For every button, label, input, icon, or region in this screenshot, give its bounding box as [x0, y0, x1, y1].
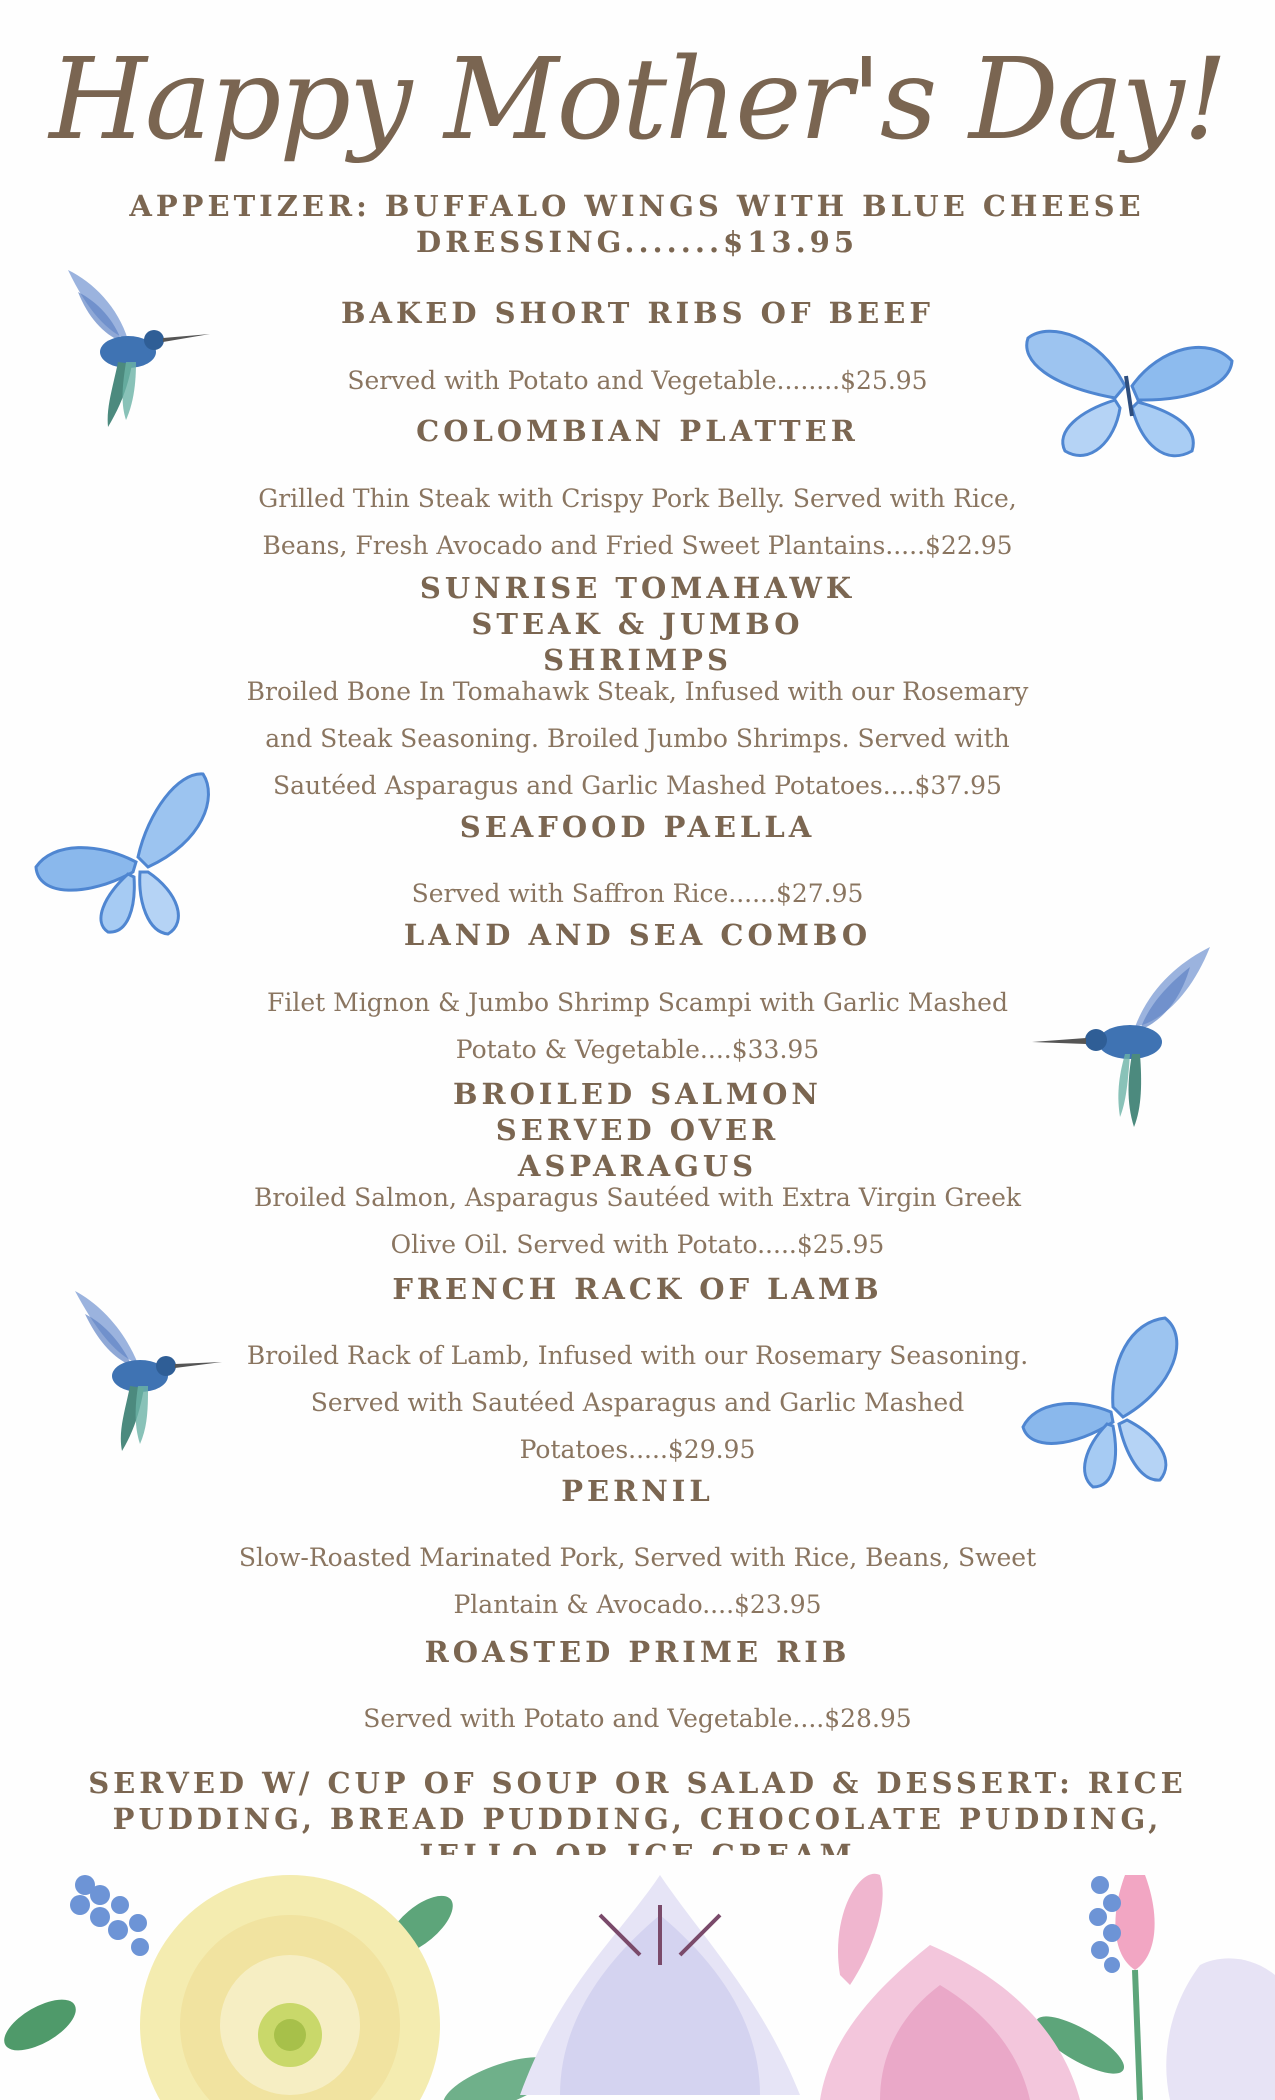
item-name-3: SUNRISE TOMAHAWK STEAK & JUMBO SHRIMPS — [419, 571, 856, 677]
butterfly-icon — [28, 762, 218, 942]
item-name-7: FRENCH RACK OF LAMB — [392, 1272, 883, 1306]
item-desc-3: Broiled Bone In Tomahawk Steak, Infused with our Rosemary and Steak Seasoning. Broiled Jumbo Shrimps. Served with Sautéed Asparagus and Garlic Mashed Potatoes....$37.95 — [246, 677, 1029, 800]
hummingbird-icon — [48, 262, 213, 432]
flowers-illustration — [0, 1855, 1275, 2100]
hummingbird-icon — [60, 1286, 225, 1456]
item-desc-5: Filet Mignon & Jumbo Shrimp Scampi with Garlic Mashed Potato & Vegetable....$33.95 — [267, 988, 1008, 1064]
item-desc-7: Broiled Rack of Lamb, Infused with our Rosemary Seasoning. Served with Sautéed Asparagus and Garlic Mashed Potatoes.....$29.95 — [246, 1341, 1029, 1464]
item-name-6: BROILED SALMON SERVED OVER ASPARAGUS — [453, 1077, 822, 1183]
butterfly-icon — [1020, 316, 1240, 476]
item-name-1: BAKED SHORT RIBS OF BEEF — [341, 296, 934, 330]
item-name-4: SEAFOOD PAELLA — [459, 810, 816, 844]
hummingbird-icon — [1030, 942, 1220, 1132]
item-name-2: COLOMBIAN PLATTER — [416, 414, 859, 448]
item-name-8: PERNIL — [561, 1474, 714, 1508]
footer-note: SERVED W/ CUP OF SOUP OR SALAD & DESSERT: RICE PUDDING, BREAD PUDDING, CHOCOLATE PUDDING, — [88, 1766, 1187, 1836]
item-desc-1: Served with Potato and Vegetable........$25.95 — [347, 366, 928, 395]
item-desc-6: Broiled Salmon, Asparagus Sautéed with Extra Virgin Greek Olive Oil. Served with Potato.....$25.95 — [253, 1183, 1022, 1259]
butterfly-icon — [1015, 1312, 1205, 1497]
item-desc-2: Grilled Thin Steak with Crispy Pork Belly. Served with Rice, Beans, Fresh Avocado and Fried Sweet Plantains.....$22.95 — [258, 484, 1017, 560]
appetizer-heading: APPETIZER: BUFFALO WINGS WITH BLUE CHEESE DRESSING.......$13.95 — [129, 189, 1145, 259]
item-desc-4: Served with Saffron Rice......$27.95 — [411, 879, 864, 908]
item-name-9: ROASTED PRIME RIB — [424, 1635, 851, 1669]
item-desc-8: Slow-Roasted Marinated Pork, Served with Rice, Beans, Sweet Plantain & Avocado....$23.95 — [238, 1543, 1037, 1619]
item-desc-9: Served with Potato and Vegetable....$28.95 — [363, 1704, 912, 1733]
page-title: Happy Mother's Day! — [49, 35, 1226, 165]
item-name-5: LAND AND SEA COMBO — [403, 918, 872, 952]
